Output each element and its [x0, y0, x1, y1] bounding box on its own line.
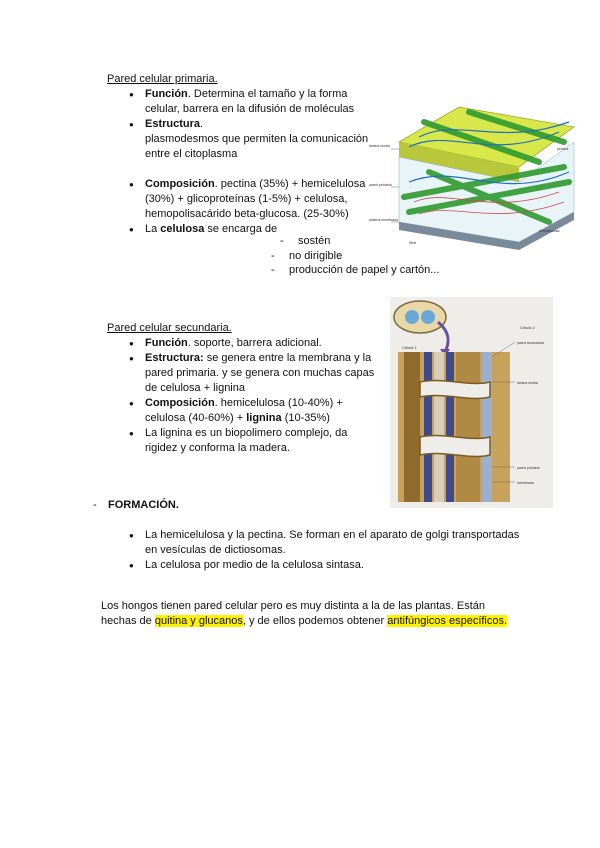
diagram-label: pectina — [557, 147, 569, 151]
formation-dash: - — [93, 499, 97, 511]
diagram-label: Célula 2 — [520, 325, 535, 330]
diagram-label: lámina media — [517, 381, 538, 385]
fungi-line-1: Los hongos tienen pared celular pero es muy distinta a la de las plantas. Están — [101, 600, 486, 612]
list-item: ● Estructura. plasmodesmos que permiten la comunicación entre el citoplasma — [129, 117, 369, 162]
formation-list — [129, 528, 534, 573]
diagram-label: pared primaria — [369, 183, 392, 187]
dash-item: - producción de papel y cartón... — [271, 264, 440, 276]
fungi-line-2: hechas de quitina y glucanos, y de ellos podemos obtener antifúngicos específicos. — [101, 615, 508, 627]
fungi-paragraph — [101, 599, 541, 629]
diagram-label: membrana — [517, 481, 534, 485]
list-item: ● Estructura: se genera entre la membrana y la pared primaria. y se genera con muchas capas de celulosa + lignina — [129, 351, 379, 396]
diagram-label: Célula 1 — [402, 345, 417, 350]
secondary-wall-heading: Pared celular secundaria. — [107, 322, 232, 334]
highlight-quitina: quitina y glucanos — [154, 615, 243, 627]
list-item: ● Composición. hemicelulosa (10-40%) + celulosa (40-60%) + lignina (10-35%) — [129, 396, 379, 426]
formation-heading: FORMACIÓN. — [108, 499, 179, 511]
primary-wall-diagram — [369, 102, 579, 252]
dash-item: - no dirigible — [271, 250, 343, 262]
diagram-label: pared primaria — [517, 466, 540, 470]
secondary-wall-diagram — [390, 297, 553, 508]
diagram-label: lámina media — [369, 144, 390, 148]
list-item: ● Función. soporte, barrera adicional. — [129, 336, 379, 351]
primary-wall-list — [129, 87, 369, 237]
primary-wall-heading: Pared celular primaria. — [107, 73, 218, 85]
list-item: ● Composición. pectina (35%) + hemicelulosa (30%) + glicoproteínas (1-5%) + celulosa, hemopolisacárido beta-glucosa. (25-30%) — [129, 177, 369, 222]
list-item: ● La hemicelulosa y la pectina. Se forman en el aparato de golgi transportadas en vesículas de dictiosomas. — [129, 528, 534, 558]
dash-item: - sostén — [280, 235, 331, 247]
diagram-label: plasma membrana — [369, 218, 398, 222]
list-item: ● La lignina es un biopolimero complejo, da rigidez y conforma la madera. — [129, 426, 379, 456]
secondary-wall-list — [129, 336, 379, 456]
list-item: ● Función. Determina el tamaño y la forma celular, barrera en la difusión de moléculas — [129, 87, 369, 117]
diagram-label: fibra — [409, 241, 416, 245]
list-item: ● La celulosa se encarga de — [129, 222, 369, 237]
diagram-label: hemicelulosa — [539, 229, 560, 233]
diagram-label: pared secundaria — [517, 341, 545, 345]
list-item: ● La celulosa por medio de la celulosa sintasa. — [129, 558, 534, 573]
highlight-antifungicos: antifúngicos específicos. — [387, 615, 508, 627]
